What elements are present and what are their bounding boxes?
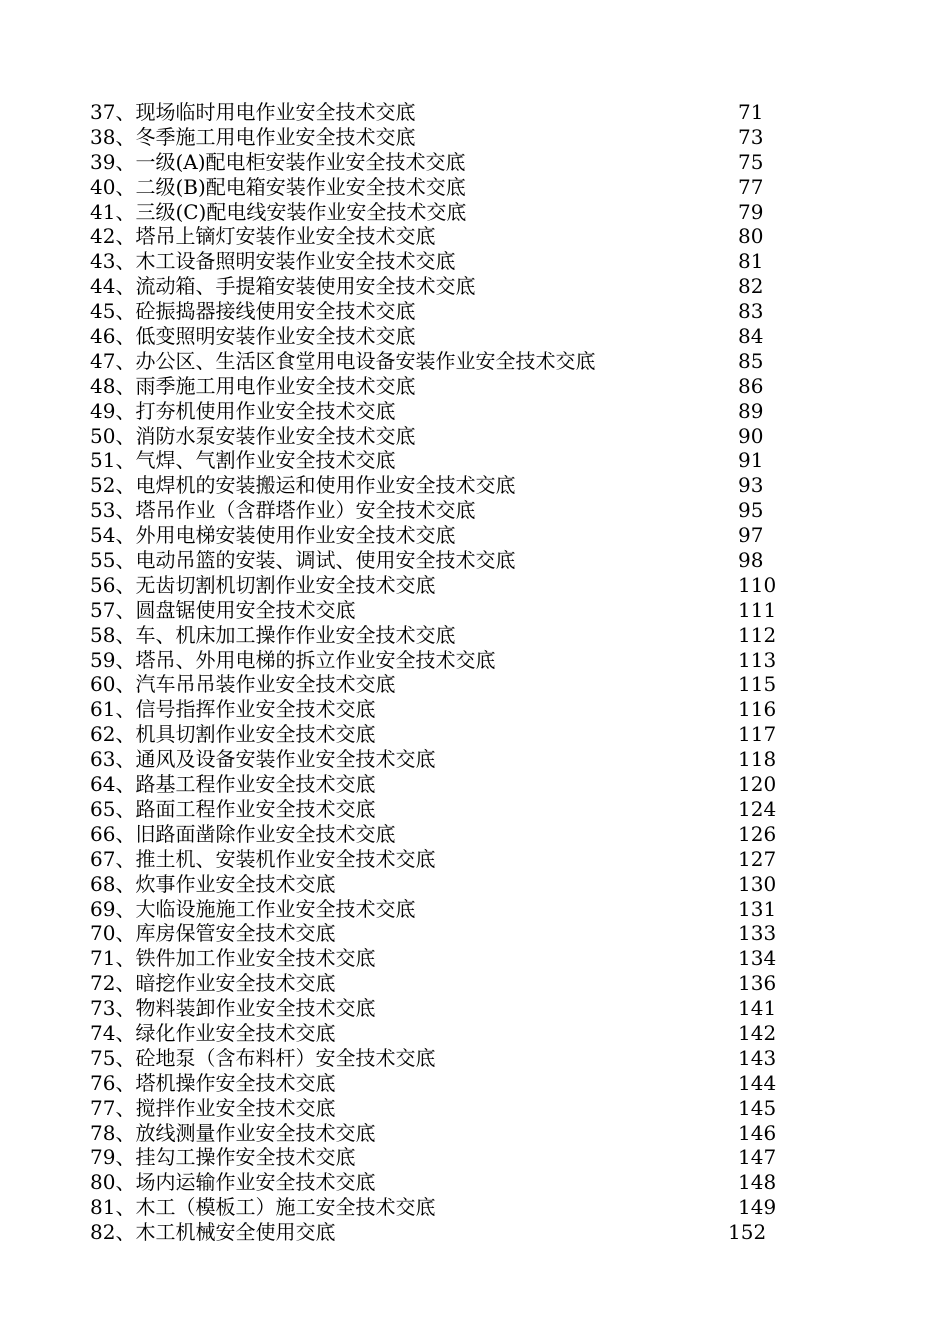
toc-entry-page: 127 — [738, 846, 777, 871]
toc-entry-page: 82 — [738, 274, 764, 299]
toc-entry-page: 116 — [738, 697, 777, 722]
toc-entry-title: 62、机具切割作业安全技术交底 — [90, 722, 376, 747]
toc-entry — [90, 249, 810, 274]
toc-entry-title: 74、绿化作业安全技术交底 — [90, 1020, 336, 1045]
toc-entry-title: 38、冬季施工用电作业安全技术交底 — [90, 124, 416, 149]
toc-entry-title: 51、气焊、气割作业安全技术交底 — [90, 448, 396, 473]
toc-entry-page: 145 — [738, 1095, 777, 1120]
toc-entry-page: 79 — [738, 199, 764, 224]
toc-entry — [90, 648, 810, 673]
toc-entry-title: 60、汽车吊吊装作业安全技术交底 — [90, 672, 396, 697]
toc-entry-title: 68、炊事作业安全技术交底 — [90, 871, 336, 896]
toc-entry-title: 41、三级(C)配电线安装作业安全技术交底 — [90, 199, 467, 224]
toc-entry-title: 54、外用电梯安装使用作业安全技术交底 — [90, 523, 456, 548]
toc-entry-page: 115 — [738, 672, 777, 697]
toc-entry — [90, 1145, 810, 1170]
toc-entry-page: 113 — [738, 647, 777, 672]
toc-entry-page: 149 — [738, 1195, 777, 1220]
toc-entry-title: 63、通风及设备安装作业安全技术交底 — [90, 747, 436, 772]
toc-entry-page: 77 — [738, 174, 764, 199]
toc-entry — [90, 1046, 810, 1071]
toc-entry-title: 46、低变照明安装作业安全技术交底 — [90, 324, 416, 349]
toc-entry — [90, 523, 810, 548]
toc-entry — [90, 1195, 810, 1220]
toc-entry — [90, 623, 810, 648]
toc-entry-page: 136 — [738, 971, 777, 996]
toc-entry — [90, 374, 810, 399]
toc-entry-title: 43、木工设备照明安装作业安全技术交底 — [90, 249, 456, 274]
toc-entry-page: 71 — [738, 100, 764, 124]
toc-entry-title: 78、放线测量作业安全技术交底 — [90, 1120, 376, 1145]
toc-entry — [90, 424, 810, 449]
toc-entry — [90, 996, 810, 1021]
toc-entry-title: 56、无齿切割机切割作业安全技术交底 — [90, 572, 436, 597]
toc-entry-page: 95 — [738, 498, 764, 523]
toc-entry-page: 110 — [738, 572, 777, 597]
toc-entry-page: 130 — [738, 871, 777, 896]
toc-entry — [90, 672, 810, 697]
toc-entry-title: 58、车、机床加工操作作业安全技术交底 — [90, 622, 456, 647]
toc-entry-page: 98 — [738, 548, 764, 573]
toc-entry-page: 111 — [738, 597, 777, 622]
toc-entry-page: 141 — [738, 996, 777, 1021]
toc-entry — [90, 1021, 810, 1046]
toc-entry — [90, 299, 810, 324]
toc-entry-page: 75 — [738, 149, 764, 174]
toc-entry-title: 44、流动箱、手提箱安装使用安全技术交底 — [90, 274, 476, 299]
toc-entry — [90, 399, 810, 424]
toc-entry-title: 75、砼地泵（含布料杆）安全技术交底 — [90, 1045, 436, 1070]
toc-entry-title: 65、路面工程作业安全技术交底 — [90, 796, 376, 821]
toc-entry-title: 72、暗挖作业安全技术交底 — [90, 971, 336, 996]
toc-entry — [90, 1121, 810, 1146]
toc-entry — [90, 473, 810, 498]
toc-entry — [90, 971, 810, 996]
toc-entry-title: 67、推土机、安装机作业安全技术交底 — [90, 846, 436, 871]
toc-entry-title: 77、搅拌作业安全技术交底 — [90, 1095, 336, 1120]
toc-entry-title: 70、库房保管安全技术交底 — [90, 921, 336, 946]
toc-entry — [90, 1071, 810, 1096]
toc-entry — [90, 573, 810, 598]
toc-entry-page: 134 — [738, 946, 777, 971]
toc-entry-title: 81、木工（模板工）施工安全技术交底 — [90, 1195, 436, 1220]
toc-entry-title: 66、旧路面凿除作业安全技术交底 — [90, 821, 396, 846]
toc-entry-page: 142 — [738, 1020, 777, 1045]
toc-entry-page: 91 — [738, 448, 764, 473]
toc-entry — [90, 125, 810, 150]
toc-entry — [90, 1170, 810, 1195]
toc-entry-page: 86 — [738, 373, 764, 398]
toc-entry-page: 143 — [738, 1045, 777, 1070]
toc-entry — [90, 175, 810, 200]
toc-entry-title: 52、电焊机的安装搬运和使用作业安全技术交底 — [90, 473, 516, 498]
toc-entry-page: 133 — [738, 921, 777, 946]
toc-entry-page: 83 — [738, 299, 764, 324]
toc-entry-title: 39、一级(A)配电柜安装作业安全技术交底 — [90, 149, 466, 174]
toc-entry-page: 152 — [728, 1220, 767, 1245]
toc-entry-page: 80 — [738, 224, 764, 249]
toc-entry — [90, 548, 810, 573]
toc-entry — [90, 448, 810, 473]
toc-entry-title: 49、打夯机使用作业安全技术交底 — [90, 398, 396, 423]
toc-entry-title: 59、塔吊、外用电梯的拆立作业安全技术交底 — [90, 647, 496, 672]
toc-entry — [90, 822, 810, 847]
toc-entry-title: 69、大临设施施工作业安全技术交底 — [90, 896, 416, 921]
toc-entry — [90, 100, 810, 125]
toc-entry-page: 126 — [738, 821, 777, 846]
toc-entry — [90, 224, 810, 249]
toc-entry-title: 48、雨季施工用电作业安全技术交底 — [90, 373, 416, 398]
toc-entry-page: 146 — [738, 1120, 777, 1145]
toc-entry-title: 55、电动吊篮的安装、调试、使用安全技术交底 — [90, 548, 516, 573]
toc-entry — [90, 598, 810, 623]
table-of-contents — [90, 100, 810, 1245]
toc-entry-title: 64、路基工程作业安全技术交底 — [90, 772, 376, 797]
toc-entry — [90, 897, 810, 922]
toc-entry-page: 89 — [738, 398, 764, 423]
toc-entry-title: 73、物料装卸作业安全技术交底 — [90, 996, 376, 1021]
toc-entry-title: 53、塔吊作业（含群塔作业）安全技术交底 — [90, 498, 476, 523]
toc-entry — [90, 772, 810, 797]
toc-entry-title: 47、办公区、生活区食堂用电设备安装作业安全技术交底 — [90, 348, 596, 373]
toc-entry-title: 80、场内运输作业安全技术交底 — [90, 1170, 376, 1195]
toc-entry-title: 76、塔机操作安全技术交底 — [90, 1070, 336, 1095]
toc-entry-page: 97 — [738, 523, 764, 548]
toc-entry-page: 73 — [738, 124, 764, 149]
toc-entry — [90, 1220, 810, 1245]
toc-entry-title: 82、木工机械安全使用交底 — [90, 1220, 336, 1245]
toc-entry — [90, 872, 810, 897]
toc-entry-title: 71、铁件加工作业安全技术交底 — [90, 946, 376, 971]
toc-entry — [90, 747, 810, 772]
toc-entry-title: 45、砼振捣器接线使用安全技术交底 — [90, 299, 416, 324]
toc-entry-page: 85 — [738, 348, 764, 373]
toc-entry — [90, 498, 810, 523]
toc-entry-page: 124 — [738, 796, 777, 821]
toc-entry-title: 50、消防水泵安装作业安全技术交底 — [90, 423, 416, 448]
toc-entry-page: 120 — [738, 772, 777, 797]
toc-entry — [90, 697, 810, 722]
toc-entry — [90, 722, 810, 747]
toc-entry — [90, 324, 810, 349]
toc-entry — [90, 349, 810, 374]
toc-entry — [90, 797, 810, 822]
toc-entry-page: 81 — [738, 249, 764, 274]
toc-entry-title: 40、二级(B)配电箱安装作业安全技术交底 — [90, 174, 466, 199]
toc-entry-title: 57、圆盘锯使用安全技术交底 — [90, 597, 356, 622]
toc-entry — [90, 1096, 810, 1121]
toc-entry-title: 42、塔吊上镝灯安装作业安全技术交底 — [90, 224, 436, 249]
toc-entry-title: 37、现场临时用电作业安全技术交底 — [90, 100, 416, 124]
toc-entry-page: 117 — [738, 722, 777, 747]
toc-entry — [90, 946, 810, 971]
toc-entry — [90, 274, 810, 299]
toc-entry-page: 90 — [738, 423, 764, 448]
toc-entry — [90, 847, 810, 872]
toc-entry-page: 148 — [738, 1170, 777, 1195]
toc-entry-title: 79、挂勾工操作安全技术交底 — [90, 1145, 356, 1170]
toc-entry-page: 93 — [738, 473, 764, 498]
toc-entry-page: 84 — [738, 324, 764, 349]
toc-entry-page: 131 — [738, 896, 777, 921]
toc-entry-page: 147 — [738, 1145, 777, 1170]
toc-entry-page: 118 — [738, 747, 777, 772]
toc-entry — [90, 150, 810, 175]
toc-entry-page: 112 — [738, 622, 777, 647]
toc-entry-title: 61、信号指挥作业安全技术交底 — [90, 697, 376, 722]
toc-entry-page: 144 — [738, 1070, 777, 1095]
toc-entry — [90, 200, 810, 225]
toc-entry — [90, 921, 810, 946]
